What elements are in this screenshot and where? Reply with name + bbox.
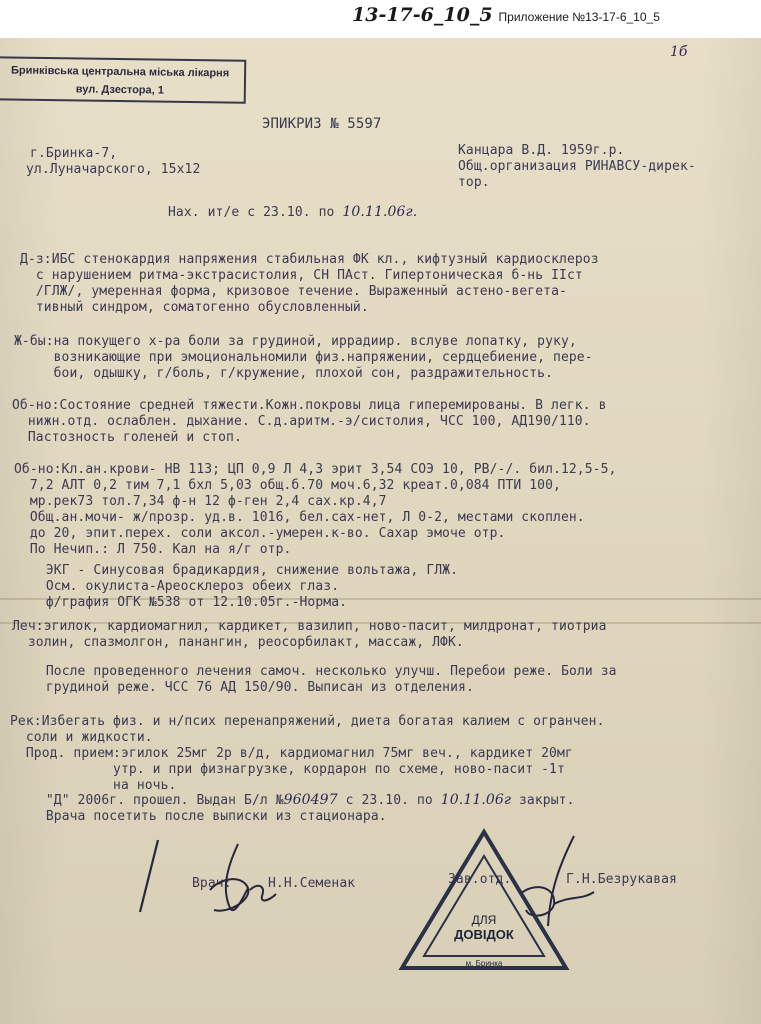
stay-end-date: 10.11.06г. — [342, 204, 418, 220]
recs-line: Рек:Избегать физ. и н/псих перенапряжений, диета богатая калием с огранчен. — [10, 714, 605, 729]
sick-leave-end: 10.11.06г — [440, 792, 512, 808]
complaints-line: возникающие при эмоциональномили физ.напряжении, сердцебиение, пере- — [14, 350, 593, 365]
diag-line: /ГЛЖ/, умеренная форма, кризовое течение. Выраженный астено-вегета- — [20, 284, 567, 299]
document-code: 13-17-6_10_5 — [352, 4, 493, 26]
stay-prefix: Нах. ит/е с 23.10. по — [168, 205, 335, 220]
recs-line: соли и жидкости. — [10, 730, 153, 745]
patient-name: Канцара В.Д. 1959г.р. — [458, 143, 625, 158]
stamp-bottom: м. Бринка — [465, 959, 503, 968]
exams-line: Осм. окулиста-Ареосклероз обеих глаз. — [30, 579, 340, 594]
result-line: После проведенного лечения самоч. несколько улучш. Перебои реже. Боли за — [30, 664, 617, 679]
sick-leave-prefix: "Д" 2006г. прошел. Выдан Б/л № — [30, 793, 284, 808]
sick-leave-number: 960497 — [283, 792, 338, 808]
labs-line: По Нечип.: Л 750. Кал на я/г отр. — [14, 542, 292, 557]
appendix-label: Приложение №13-17-6_10_5 — [498, 10, 660, 24]
complaints-line: Ж-бы:на покущего х-ра боли за грудиной, иррадиир. вслуве лопатку, руку, — [14, 334, 577, 349]
stamp-line1: ДЛЯ — [471, 913, 497, 927]
visit-line: Врача посетить после выписки из стационара. — [30, 809, 387, 824]
result-line: грудиной реже. ЧСС 76 АД 150/90. Выписан из отделения. — [30, 680, 474, 695]
stamp-line2: ДОВІДОК — [454, 927, 514, 942]
patient-work-cont: тор. — [458, 175, 490, 190]
diag-line: тивный синдром, соматогенно обусловленный. — [20, 300, 369, 315]
clinic-stamp — [0, 56, 246, 104]
clinic-stamp-address: вул. Дзестора, 1 — [75, 83, 165, 97]
sick-leave-middle: с 23.10. по — [337, 793, 441, 808]
recs-line: Прод. прием:эгилок 25мг 2р в/д, кардиомагнил 75мг веч., кардикет 20мг — [10, 746, 573, 761]
page-number: 1б — [670, 44, 688, 60]
status-line: Об-но:Состояние средней тяжести.Кожн.покровы лица гиперемированы. В легк. в — [12, 398, 607, 413]
patient-work: Общ.организация РИНАВСУ-дирек- — [458, 159, 696, 174]
labs-line: мр.рек73 тол.7,34 ф-н 12 ф-ген 2,4 сах.кр.4,7 — [14, 494, 387, 509]
labs-line: до 20, эпит.перех. соли аксол.-умерен.к-во. Сахар эмоче отр. — [14, 526, 506, 541]
treatment-line: золин, спазмолгон, панангин, реосорбилакт, массаж, ЛФК. — [12, 635, 464, 650]
sick-leave-suffix: закрыт. — [511, 793, 575, 808]
patient-street: ул.Луначарского, 15х12 — [26, 162, 201, 177]
labs-line: Об-но:Кл.ан.крови- НВ 113; ЦП 0,9 Л 4,3 эрит 3,54 СОЭ 10, РВ/-/. бил.12,5-5, — [14, 462, 617, 477]
sick-leave-line — [30, 793, 575, 808]
doctor-label: Врач: — [192, 876, 232, 891]
status-line: нижн.отд. ослаблен. дыхание. С.д.аритм.-э/систолия, ЧСС 100, АД190/110. — [12, 414, 591, 429]
exams-line: ЭКГ - Синусовая брадикардия, снижение вольтажа, ГЛЖ. — [30, 563, 459, 578]
document-header — [352, 4, 660, 26]
stay-period — [168, 205, 417, 220]
diag-line: Д-з:ИБС стенокардия напряжения стабильная ФК кл., кифтузный кардиосклероз — [20, 252, 599, 267]
diag-line: с нарушением ритма-экстрасистолия, СН ПАст. Гипертоническая б-нь IIст — [20, 268, 583, 283]
recs-line: утр. и при физнагрузке, кордарон по схеме, ново-пасит -1т — [10, 762, 565, 777]
labs-line: Общ.ан.мочи- ж/прозр. уд.в. 1016, бел.сах-нет, Л 0-2, местами скоплен. — [14, 510, 585, 525]
patient-city: г.Бринка-7, — [30, 146, 118, 161]
complaints-line: бои, одышку, г/боль, г/кружение, плохой сон, раздражительность. — [14, 366, 554, 381]
document-title: ЭПИКРИЗ № 5597 — [262, 116, 382, 132]
treatment-line: Леч:эгилок, кардиомагнил, кардикет, вазилип, ново-пасит, милдронат, тиотриа — [12, 619, 607, 634]
recs-line: на ночь. — [10, 778, 177, 793]
status-line: Пастозность голеней и стоп. — [12, 430, 242, 445]
exams-line: ф/графия ОГК №538 от 12.10.05г.-Норма. — [30, 595, 348, 610]
doctor-signature — [130, 830, 300, 930]
head-name: Г.Н.Безрукавая — [566, 872, 677, 887]
head-label: Зав.отд. — [448, 872, 512, 887]
clinic-stamp-name: Бринківська центральна міська лікарня — [10, 64, 230, 80]
doctor-name: Н.Н.Семенак — [268, 876, 356, 891]
labs-line: 7,2 АЛТ 0,2 тим 7,1 бхл 5,03 общ.б.70 моч.6,32 креат.0,084 ПТИ 100, — [14, 478, 561, 493]
triangle-stamp — [398, 826, 570, 974]
